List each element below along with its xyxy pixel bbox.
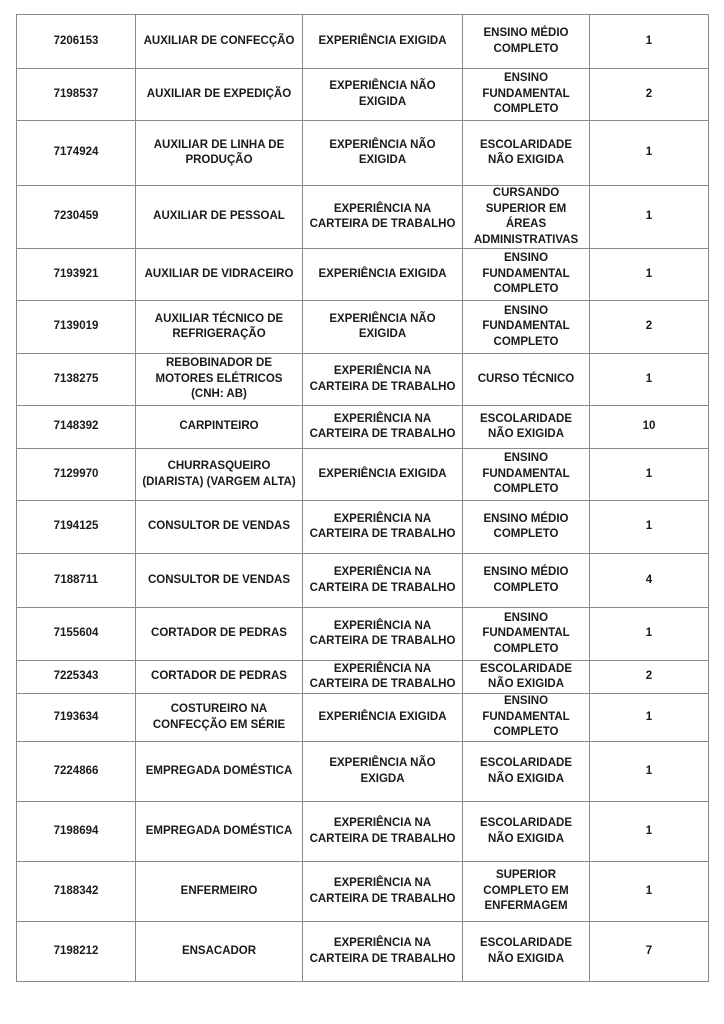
- vacancy-count: 1: [590, 186, 709, 249]
- education-requirement: ESCOLARIDADE NÃO EXIGIDA: [463, 802, 590, 862]
- job-title: AUXILIAR DE VIDRACEIRO: [136, 249, 303, 301]
- vacancy-count: 4: [590, 554, 709, 608]
- experience-requirement: EXPERIÊNCIA NA CARTEIRA DE TRABALHO: [303, 862, 463, 922]
- education-requirement: ESCOLARIDADE NÃO EXIGIDA: [463, 742, 590, 802]
- job-title: EMPREGADA DOMÉSTICA: [136, 802, 303, 862]
- experience-requirement: EXPERIÊNCIA NA CARTEIRA DE TRABALHO: [303, 922, 463, 982]
- vacancy-count: 1: [590, 15, 709, 69]
- job-code: 7188342: [17, 862, 136, 922]
- education-requirement: ENSINO MÉDIO COMPLETO: [463, 501, 590, 554]
- education-requirement: ESCOLARIDADE NÃO EXIGIDA: [463, 406, 590, 449]
- education-requirement: ESCOLARIDADE NÃO EXIGIDA: [463, 661, 590, 694]
- job-title: AUXILIAR DE PESSOAL: [136, 186, 303, 249]
- job-title: AUXILIAR TÉCNICO DE REFRIGERAÇÃO: [136, 301, 303, 354]
- experience-requirement: EXPERIÊNCIA NA CARTEIRA DE TRABALHO: [303, 608, 463, 661]
- table-row: [17, 608, 709, 661]
- job-title: AUXILIAR DE EXPEDIÇÃO: [136, 69, 303, 121]
- experience-requirement: EXPERIÊNCIA NA CARTEIRA DE TRABALHO: [303, 661, 463, 694]
- table-row: [17, 742, 709, 802]
- table-row: [17, 354, 709, 406]
- education-requirement: CURSANDO SUPERIOR EM ÁREAS ADMINISTRATIVAS: [463, 186, 590, 249]
- vacancy-count: 2: [590, 301, 709, 354]
- table-row: [17, 406, 709, 449]
- vacancy-count: 7: [590, 922, 709, 982]
- table-row: [17, 186, 709, 249]
- vacancy-count: 1: [590, 121, 709, 186]
- education-requirement: ENSINO MÉDIO COMPLETO: [463, 15, 590, 69]
- vacancy-count: 2: [590, 69, 709, 121]
- education-requirement: ENSINO FUNDAMENTAL COMPLETO: [463, 249, 590, 301]
- vacancy-count: 1: [590, 501, 709, 554]
- education-requirement: ENSINO FUNDAMENTAL COMPLETO: [463, 449, 590, 501]
- experience-requirement: EXPERIÊNCIA NÃO EXIGDA: [303, 742, 463, 802]
- experience-requirement: EXPERIÊNCIA EXIGIDA: [303, 449, 463, 501]
- table-row: [17, 862, 709, 922]
- experience-requirement: EXPERIÊNCIA NÃO EXIGIDA: [303, 301, 463, 354]
- job-title: CONSULTOR DE VENDAS: [136, 501, 303, 554]
- education-requirement: ESCOLARIDADE NÃO EXIGIDA: [463, 121, 590, 186]
- vacancy-count: 1: [590, 449, 709, 501]
- job-code: 7129970: [17, 449, 136, 501]
- job-code: 7193634: [17, 694, 136, 742]
- job-title: EMPREGADA DOMÉSTICA: [136, 742, 303, 802]
- job-code: 7198212: [17, 922, 136, 982]
- job-code: 7155604: [17, 608, 136, 661]
- experience-requirement: EXPERIÊNCIA EXIGIDA: [303, 694, 463, 742]
- job-title: AUXILIAR DE LINHA DE PRODUÇÃO: [136, 121, 303, 186]
- job-code: 7198694: [17, 802, 136, 862]
- job-vacancies-table: [16, 14, 709, 982]
- job-code: 7194125: [17, 501, 136, 554]
- vacancy-count: 1: [590, 354, 709, 406]
- vacancy-count: 1: [590, 608, 709, 661]
- experience-requirement: EXPERIÊNCIA NA CARTEIRA DE TRABALHO: [303, 554, 463, 608]
- experience-requirement: EXPERIÊNCIA EXIGIDA: [303, 15, 463, 69]
- experience-requirement: EXPERIÊNCIA NA CARTEIRA DE TRABALHO: [303, 406, 463, 449]
- job-title: CONSULTOR DE VENDAS: [136, 554, 303, 608]
- education-requirement: ENSINO FUNDAMENTAL COMPLETO: [463, 608, 590, 661]
- job-code: 7138275: [17, 354, 136, 406]
- table-row: [17, 249, 709, 301]
- table-row: [17, 922, 709, 982]
- job-code: 7225343: [17, 661, 136, 694]
- job-code: 7206153: [17, 15, 136, 69]
- job-title: COSTUREIRO NA CONFECÇÃO EM SÉRIE: [136, 694, 303, 742]
- experience-requirement: EXPERIÊNCIA NÃO EXIGIDA: [303, 69, 463, 121]
- job-title: ENSACADOR: [136, 922, 303, 982]
- vacancy-count: 1: [590, 802, 709, 862]
- table-row: [17, 15, 709, 69]
- education-requirement: ENSINO MÉDIO COMPLETO: [463, 554, 590, 608]
- job-code: 7148392: [17, 406, 136, 449]
- table-row: [17, 554, 709, 608]
- job-code: 7174924: [17, 121, 136, 186]
- table-row: [17, 69, 709, 121]
- vacancy-count: 2: [590, 661, 709, 694]
- table-row: [17, 501, 709, 554]
- experience-requirement: EXPERIÊNCIA NA CARTEIRA DE TRABALHO: [303, 186, 463, 249]
- table-row: [17, 802, 709, 862]
- experience-requirement: EXPERIÊNCIA NÃO EXIGIDA: [303, 121, 463, 186]
- table-row: [17, 694, 709, 742]
- experience-requirement: EXPERIÊNCIA EXIGIDA: [303, 249, 463, 301]
- vacancy-count: 1: [590, 742, 709, 802]
- table-row: [17, 301, 709, 354]
- table-row: [17, 121, 709, 186]
- experience-requirement: EXPERIÊNCIA NA CARTEIRA DE TRABALHO: [303, 354, 463, 406]
- job-code: 7139019: [17, 301, 136, 354]
- experience-requirement: EXPERIÊNCIA NA CARTEIRA DE TRABALHO: [303, 802, 463, 862]
- job-title: CHURRASQUEIRO (DIARISTA) (VARGEM ALTA): [136, 449, 303, 501]
- education-requirement: ESCOLARIDADE NÃO EXIGIDA: [463, 922, 590, 982]
- job-title: CARPINTEIRO: [136, 406, 303, 449]
- table-row: [17, 449, 709, 501]
- job-title: REBOBINADOR DE MOTORES ELÉTRICOS (CNH: AB): [136, 354, 303, 406]
- table-row: [17, 661, 709, 694]
- job-title: ENFERMEIRO: [136, 862, 303, 922]
- experience-requirement: EXPERIÊNCIA NA CARTEIRA DE TRABALHO: [303, 501, 463, 554]
- vacancy-count: 1: [590, 862, 709, 922]
- education-requirement: ENSINO FUNDAMENTAL COMPLETO: [463, 694, 590, 742]
- vacancy-count: 1: [590, 249, 709, 301]
- vacancy-count: 1: [590, 694, 709, 742]
- education-requirement: ENSINO FUNDAMENTAL COMPLETO: [463, 69, 590, 121]
- job-title: AUXILIAR DE CONFECÇÃO: [136, 15, 303, 69]
- education-requirement: ENSINO FUNDAMENTAL COMPLETO: [463, 301, 590, 354]
- job-title: CORTADOR DE PEDRAS: [136, 661, 303, 694]
- job-code: 7224866: [17, 742, 136, 802]
- education-requirement: CURSO TÉCNICO: [463, 354, 590, 406]
- job-code: 7198537: [17, 69, 136, 121]
- job-code: 7230459: [17, 186, 136, 249]
- vacancy-count: 10: [590, 406, 709, 449]
- education-requirement: SUPERIOR COMPLETO EM ENFERMAGEM: [463, 862, 590, 922]
- job-code: 7193921: [17, 249, 136, 301]
- job-code: 7188711: [17, 554, 136, 608]
- job-title: CORTADOR DE PEDRAS: [136, 608, 303, 661]
